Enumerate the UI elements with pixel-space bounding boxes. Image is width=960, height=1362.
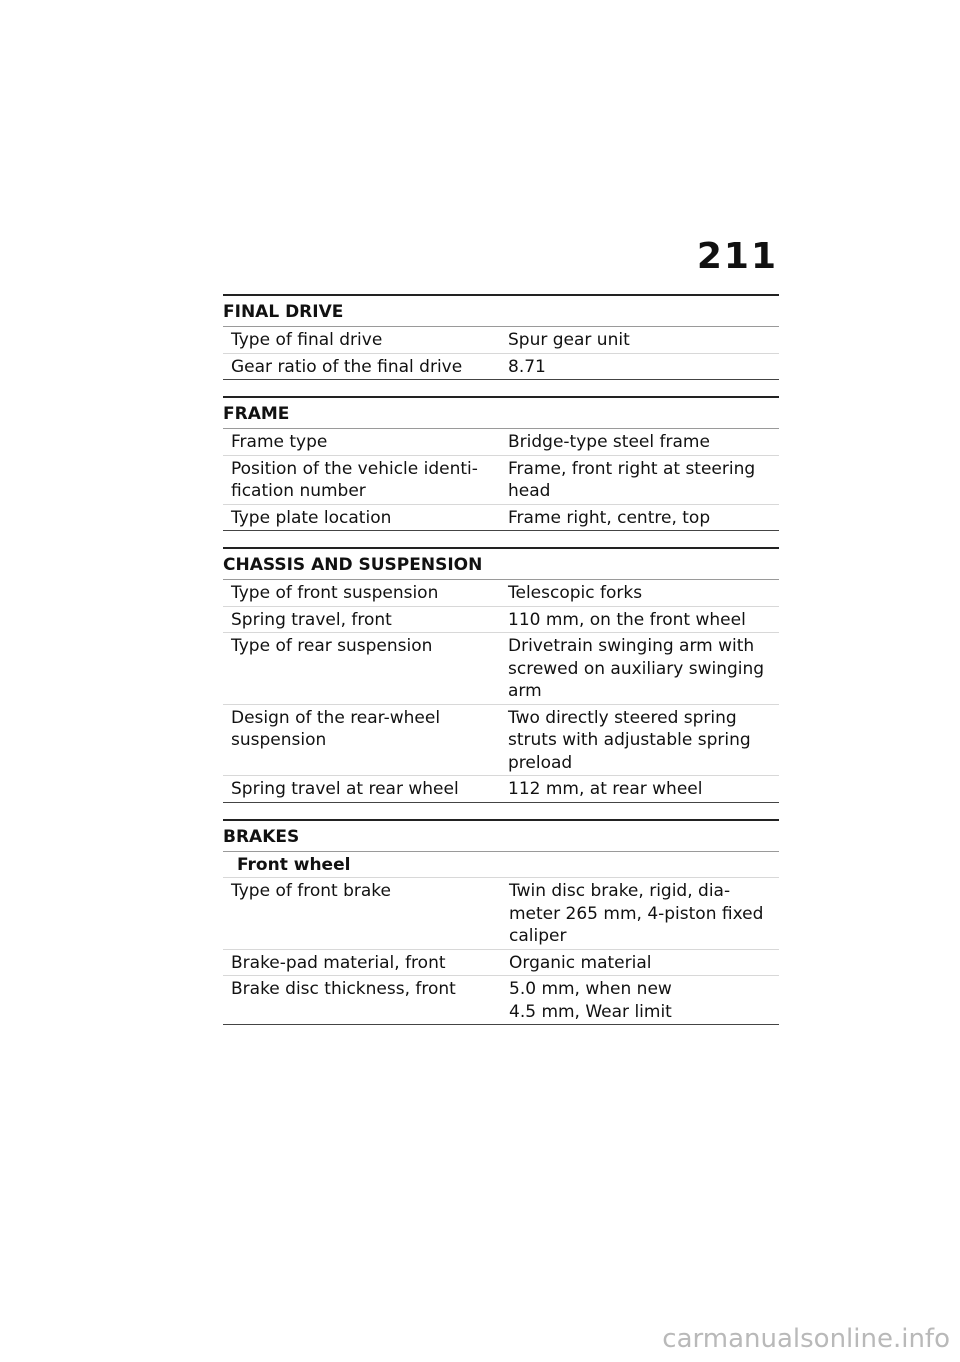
watermark: carmanualsonline.info xyxy=(662,1324,950,1354)
section-divider xyxy=(223,819,779,821)
chassis-table xyxy=(223,580,779,803)
table-row xyxy=(223,580,779,606)
row-label: Type plate location xyxy=(223,504,500,531)
row-value: 110 mm, on the front wheel xyxy=(500,606,779,633)
row-label: Position of the vehicle identi- fication number xyxy=(223,455,500,504)
row-value: Telescopic forks xyxy=(500,580,779,606)
row-value: 112 mm, at rear wheel xyxy=(500,776,779,803)
row-label: Spring travel at rear wheel xyxy=(223,776,500,803)
row-value: 8.71 xyxy=(500,353,779,380)
subheading-front-wheel: Front wheel xyxy=(223,852,779,878)
row-value: Two directly steered spring struts with adjustable spring preload xyxy=(500,704,779,776)
table-row xyxy=(223,455,779,504)
spec-content xyxy=(223,294,779,1025)
section-title-final-drive: FINAL DRIVE xyxy=(223,298,779,327)
table-row xyxy=(223,353,779,380)
table-row xyxy=(223,878,779,950)
section-title-frame: FRAME xyxy=(223,400,779,429)
section-frame xyxy=(223,396,779,531)
row-label: Gear ratio of the final drive xyxy=(223,353,500,380)
table-row xyxy=(223,949,779,976)
row-label: Type of rear suspension xyxy=(223,633,500,705)
section-title-brakes: BRAKES xyxy=(223,823,779,852)
row-value: Drivetrain swinging arm with screwed on auxiliary swinging arm xyxy=(500,633,779,705)
row-label: Type of final drive xyxy=(223,327,500,353)
section-brakes xyxy=(223,819,779,1026)
row-value: Bridge-type steel frame xyxy=(500,429,779,455)
row-value: 5.0 mm, when new 4.5 mm, Wear limit xyxy=(501,976,779,1025)
table-row xyxy=(223,704,779,776)
row-value: Organic material xyxy=(501,949,779,976)
table-row xyxy=(223,633,779,705)
section-chassis xyxy=(223,547,779,803)
table-row xyxy=(223,504,779,531)
page-number: 211 xyxy=(696,236,778,277)
row-label: Design of the rear-wheel suspension xyxy=(223,704,500,776)
row-label: Type of front suspension xyxy=(223,580,500,606)
row-label: Brake-pad material, front xyxy=(223,949,501,976)
section-divider xyxy=(223,547,779,549)
table-row xyxy=(223,776,779,803)
row-label: Brake disc thickness, front xyxy=(223,976,501,1025)
section-divider xyxy=(223,396,779,398)
row-value: Spur gear unit xyxy=(500,327,779,353)
final-drive-table xyxy=(223,327,779,380)
row-value: Twin disc brake, rigid, dia- meter 265 mm, 4-piston fixed caliper xyxy=(501,878,779,950)
section-final-drive xyxy=(223,294,779,380)
section-title-chassis: CHASSIS AND SUSPENSION xyxy=(223,551,779,580)
frame-table xyxy=(223,429,779,531)
table-row xyxy=(223,429,779,455)
table-row xyxy=(223,327,779,353)
row-label: Type of front brake xyxy=(223,878,501,950)
row-value: Frame right, centre, top xyxy=(500,504,779,531)
table-subheading-row xyxy=(223,852,779,878)
row-label: Frame type xyxy=(223,429,500,455)
row-value: Frame, front right at steering head xyxy=(500,455,779,504)
table-row xyxy=(223,976,779,1025)
section-divider xyxy=(223,294,779,296)
row-label: Spring travel, front xyxy=(223,606,500,633)
brakes-table xyxy=(223,852,779,1026)
table-row xyxy=(223,606,779,633)
